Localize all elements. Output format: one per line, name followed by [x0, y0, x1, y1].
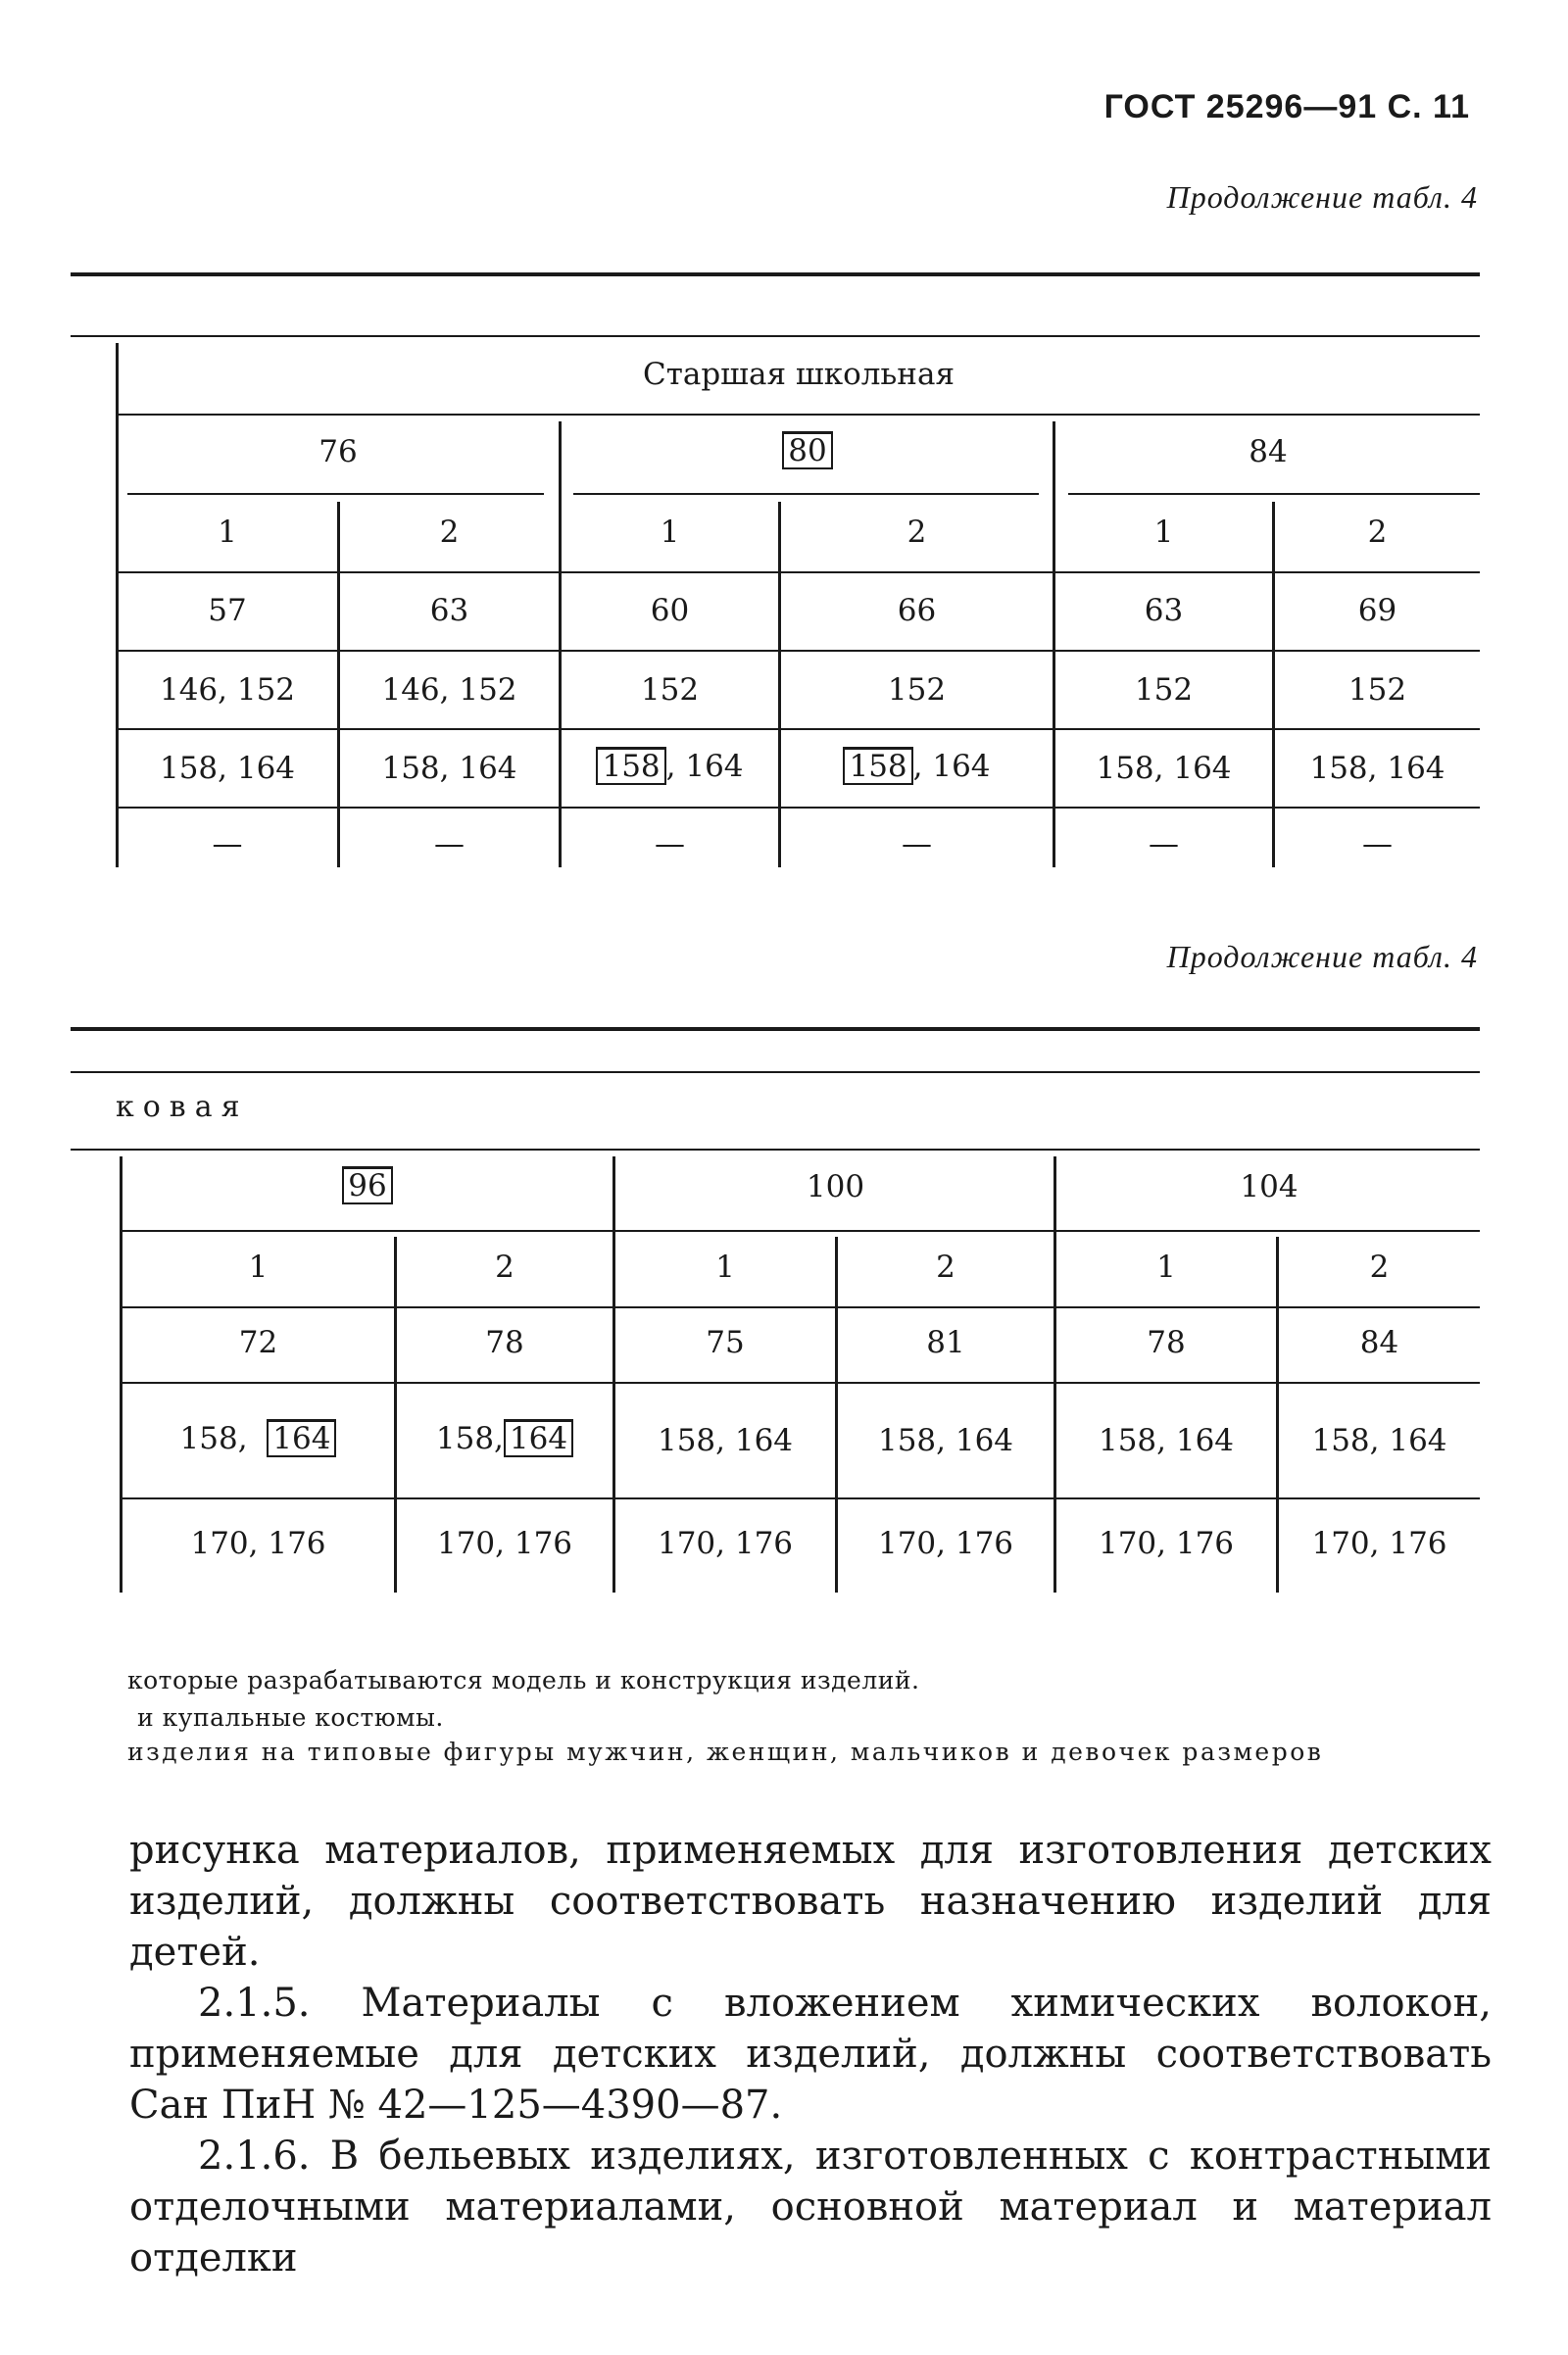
- boxed-value: 158: [596, 747, 665, 785]
- table1-subcol: 1: [1153, 515, 1174, 550]
- cell-suffix: , 164: [912, 749, 991, 784]
- table2-cell: 170, 176: [877, 1526, 1014, 1561]
- table2-cell: 72: [238, 1325, 278, 1360]
- cell-prefix: 158,: [179, 1421, 248, 1456]
- table1-rule: [118, 571, 1480, 573]
- table1-size-80: [563, 431, 1053, 469]
- body-text: [129, 1825, 1492, 2283]
- table2-caption: Продолжение табл. 4: [1166, 939, 1478, 974]
- table1-cell: 158, 164: [1096, 751, 1232, 786]
- table2-subcol: 2: [495, 1250, 514, 1285]
- table1-cell: 63: [429, 593, 469, 628]
- table1-subcol: 2: [906, 515, 927, 550]
- table2-rule: [122, 1306, 1480, 1308]
- table1-cell: 146, 152: [381, 672, 517, 708]
- table1-cell: [781, 747, 1053, 785]
- table2-cell: 158, 164: [1098, 1423, 1235, 1458]
- table2-cell: 170, 176: [1098, 1526, 1235, 1561]
- table1-cell: 63: [1144, 593, 1184, 628]
- table2-cell: 81: [926, 1325, 965, 1360]
- table2-cell: 158, 164: [657, 1423, 794, 1458]
- table1-cell: 66: [897, 593, 937, 628]
- table1-col-divider: [559, 421, 562, 867]
- table2-cell: 158, 164: [1311, 1423, 1447, 1458]
- table1-rule: [118, 414, 1480, 416]
- table1-cell: —: [434, 826, 465, 861]
- table2-cell: 170, 176: [657, 1526, 794, 1561]
- table1-rule: [71, 335, 1480, 337]
- table1-rule: [118, 650, 1480, 652]
- table2-cell: 170, 176: [190, 1526, 326, 1561]
- table1-cell: [562, 747, 778, 785]
- table1-rule: [127, 493, 544, 495]
- table2-subcol: 1: [1156, 1250, 1176, 1285]
- body-paragraph: 2.1.6. В бельевых изделиях, изготовленных с контрастными отделочными материалами, основной материал и материал отделки: [129, 2134, 1492, 2281]
- table1-cell: —: [1149, 826, 1179, 861]
- table2-rule: [71, 1149, 1480, 1151]
- table2-cell: [122, 1419, 394, 1457]
- table1-cell: 152: [640, 672, 700, 708]
- footnote: изделия на типовые фигуры мужчин, женщин, мальчиков и девочек размеров: [127, 1738, 1324, 1766]
- table1-size-84: 84: [1249, 434, 1288, 469]
- page-header: ГОСТ 25296—91 С. 11: [1103, 88, 1470, 125]
- table1-rule: [573, 493, 1039, 495]
- boxed-value: 96: [342, 1166, 392, 1204]
- table2-rule: [71, 1071, 1480, 1073]
- table1-cell: 146, 152: [159, 672, 296, 708]
- table1-cell: 152: [1134, 672, 1194, 708]
- table2-subcol: 1: [248, 1250, 269, 1285]
- table2-cell: [397, 1419, 612, 1457]
- table1-col-divider: [1053, 421, 1055, 867]
- table1-subcol: 2: [439, 515, 460, 550]
- table2-top-rule: [71, 1027, 1480, 1031]
- table2-cell: 170, 176: [436, 1526, 573, 1561]
- table1-cell: —: [212, 826, 243, 861]
- cell-prefix: 158,: [435, 1421, 504, 1456]
- table1-rule: [1068, 493, 1480, 495]
- table1-cell: 60: [650, 593, 690, 628]
- table1-rule: [118, 728, 1480, 730]
- table1-cell: —: [902, 826, 932, 861]
- table1-cell: 57: [208, 593, 247, 628]
- table1-cell: 158, 164: [381, 751, 517, 786]
- table1-caption: Продолжение табл. 4: [1166, 179, 1478, 215]
- table2-rule: [122, 1497, 1480, 1499]
- table1-cell: 158, 164: [159, 751, 296, 786]
- table1-subcol: 2: [1367, 515, 1388, 550]
- table1-cell: —: [655, 826, 685, 861]
- table2-rule: [122, 1382, 1480, 1384]
- table2-cell: 84: [1359, 1325, 1399, 1360]
- table1-cell: 69: [1357, 593, 1397, 628]
- body-paragraph: рисунка материалов, применяемых для изготовления детских изделий, должны соответствовать назначению изделий для детей.: [129, 1828, 1492, 1975]
- table2-cell: 170, 176: [1311, 1526, 1447, 1561]
- table1-subcol: 1: [660, 515, 680, 550]
- table1-rule: [118, 807, 1480, 809]
- table1-cell: —: [1362, 826, 1393, 861]
- table1-cell: 158, 164: [1309, 751, 1446, 786]
- table1-subcol: 1: [218, 515, 237, 550]
- cell-suffix: , 164: [665, 749, 744, 784]
- table2-size-100: 100: [806, 1169, 865, 1204]
- table2-subcol: 2: [1369, 1250, 1390, 1285]
- table2-size-104: 104: [1240, 1169, 1298, 1204]
- table1-cell: 152: [1348, 672, 1407, 708]
- table2-cell: 158, 164: [877, 1423, 1014, 1458]
- table2-partial-title: ковая: [116, 1090, 249, 1124]
- table2-cell: 75: [706, 1325, 745, 1360]
- table1-top-rule: [71, 272, 1480, 276]
- table2-cell: 78: [1147, 1325, 1186, 1360]
- footnote: которые разрабатываются модель и конструкция изделий.: [127, 1666, 920, 1694]
- body-paragraph: 2.1.5. Материалы с вложением химических волокон, применяемые для детских изделий, должны соответствовать Сан ПиН № 42—125—4390—87.: [129, 1981, 1492, 2128]
- table2-size-96: [122, 1166, 612, 1204]
- boxed-value: 80: [782, 431, 832, 469]
- table2-rule: [122, 1230, 1480, 1232]
- table1-group-title: Старшая школьная: [642, 357, 956, 392]
- footnote: и купальные костюмы.: [137, 1703, 444, 1732]
- table2-subcol: 1: [715, 1250, 735, 1285]
- boxed-value: 164: [504, 1419, 573, 1457]
- table1-cell: 152: [887, 672, 947, 708]
- table2-cell: 78: [485, 1325, 524, 1360]
- table2-subcol: 2: [936, 1250, 956, 1285]
- table1-size-76: 76: [318, 434, 358, 469]
- boxed-value: 158: [843, 747, 912, 785]
- boxed-value: 164: [267, 1419, 336, 1457]
